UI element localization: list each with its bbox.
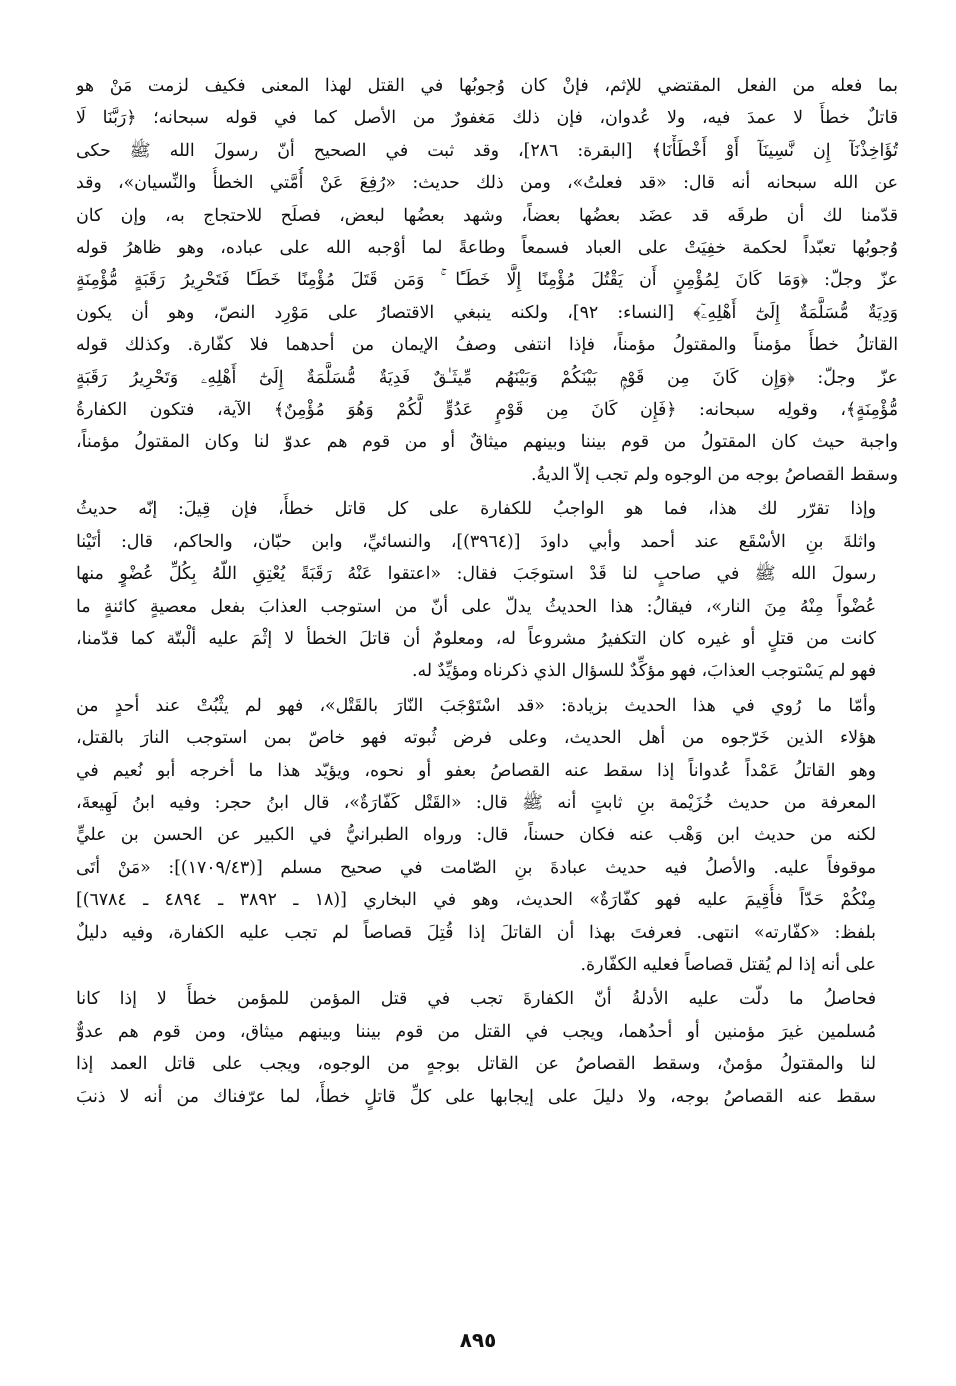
text-line: كانت من قتلٍ أو غيره كان التكفيرُ مشروعاً له، ومعلومٌ أن قاتلَ الخطأ لا إثْمَ عليه ألْبتّة كما قدّمنا، <box>76 628 876 649</box>
text-line: وإذا تقرّر لك هذا، فما هو الواجبُ للكفارة على كل قاتل خطأً، فإن قِيلَ: إنّه حديثُ <box>76 499 876 520</box>
text-line: بلفظ: «كفّارته» انتهى. فعرفتَ بهذا أن القاتلَ إذا قُتِلَ قصاصاً لم تجب عليه الكفارة، وفيه دليلٌ <box>76 922 876 943</box>
text-line: مُّؤْمِنَةٍ﴾، وقولِه سبحانه: ﴿فَإِن كَانَ مِن قَوْمٍ عَدُوٍّ لَّكُمْ وَهُوَ مُؤْمِنٌ﴾ الآية، فتكون الكفارةُ <box>76 400 898 421</box>
paragraph-2 <box>76 493 898 687</box>
text-line: واثلةَ بنِ الأسْقَع عند أحمد وأبي داودَ [(٣٩٦٤)]، والنسائيِّ، وابن حبّان، والحاكم، قال: أتَيْنا <box>76 531 877 552</box>
page-number: ٨٩٥ <box>459 1328 497 1352</box>
text-line: القاتلُ خطأً مؤمناً والمقتولُ مؤمناً، فإذا انتفى وصفُ الإيمان من أحدهما فلا كفّارة. وكذلك قوله <box>76 335 898 356</box>
text-line: سقط عنه القصاصُ بوجه، ولا دليلَ على إيجابها على كلِّ قاتلٍ خطأً، لما عرّفناك من أنه لا ذنبَ <box>76 1086 876 1107</box>
text-line: واجبة حيث كان المقتولُ من قوم بيننا وبينهم ميثاقٌ أو من قوم هم عدوّ لنا وكان المقتولُ مؤمناً، <box>76 432 898 453</box>
text-line: على أنه إذا لم يُقتل قصاصاً فعليه الكفّارة. <box>580 954 876 975</box>
text-line: عزّ وجلّ: ﴿وَإِن كَانَ مِن قَوْمٍۭ بَيْنَكُمْ وَبَيْنَهُم مِّيثَـٰقٌ فَدِيَةٌ مُّسَلَّمَةٌ إِلَىٰٓ أَهْلِهِۦ وَتَحْرِيرُ رَقَبَةٍ <box>76 367 898 388</box>
text-line: وَدِيَةٌ مُّسَلَّمَةٌ إِلَىٰٓ أَهْلِهِۦٓ﴾ [النساء: ٩٢]، ولكنه ينبغي الاقتصارُ على مَوْرِد النصّ، وهو أن يكون <box>76 302 898 323</box>
text-line: هؤلاء الذين خَرّجوه من أهل الحديث، وعلى فرض ثُبوته فهو خاصّ بمن استوجب النارَ بالقتل، <box>76 728 876 749</box>
page-body <box>76 70 898 1113</box>
text-line: وهو القاتلُ عَمْداً عُدواناً إذا سقط عنه القصاصُ بعفو أو نحوه، ويؤيّد هذا ما أخرجه أبو نُعيم في <box>76 760 876 781</box>
text-line: فهو لم يَسْتوجب العذابَ، فهو مؤكِّدٌ للسؤال الذي ذكرناه ومؤيِّدٌ له. <box>411 661 876 682</box>
text-line: قاتلٌ خطأً لا عمدَ فيه، ولا عُدوان، فإن ذلك مَغفورٌ من الأصل كما في قوله سبحانه؛ ﴿رَبَّنَا لَا <box>76 108 898 129</box>
paragraph-4 <box>76 983 898 1113</box>
text-line: لكنه من حديث ابن وَهْب عنه فكان حسناً، قال: ورواه الطبرانيُّ في الكبير عن الحسن بن عليٍّ <box>76 825 876 846</box>
text-line: موقوفاً عليه. والأصلُ فيه حديث عبادةَ بنِ الصّامت في صحيح مسلم [(١٧٠٩/٤٣)]: «مَنْ أتَى <box>76 857 876 878</box>
text-line: عُضْواً مِنْهُ مِنَ النار»، فيقالُ: هذا الحديثُ يدلّ على أنّ من استوجب العذابَ بفعل معصيةٍ كائنةٍ ما <box>76 596 876 617</box>
text-line: قدّمنا لك أن طرقَه قد عضَد بعضُها بعضاً، وشهد بعضُها لبعض، فصلَح للاحتجاج به، وإن كان <box>76 205 898 226</box>
paragraph-3 <box>76 690 898 982</box>
text-line: وأمّا ما رُوي في هذا الحديث بزيادة: «قد اسْتَوْجَبَ النّارَ بالقَتْل»، فهو لم يثْبُتْ عند أحدٍ من <box>76 695 876 716</box>
text-line: لنا والمقتولُ مؤمنٌ، وسقط القصاصُ عن القاتل بوجهٍ من الوجوه، ويجب على قاتل العمد إذا <box>76 1054 876 1075</box>
text-line: بما فعله من الفعل المقتضي للإثم، فإنْ كان وُجوبُها في القتل لهذا المعنى فكيف لزمت مَنْ هو <box>76 76 898 96</box>
text-line: تُؤَاخِذْنَآ إِن نَّسِينَآ أَوْ أَخْطَأْنَا﴾ [البقرة: ٢٨٦]، وقد ثبت في الصحيح أنّ رسولَ الله ﷺ حكى <box>76 140 898 161</box>
text-line: فحاصلُ ما دلّت عليه الأدلةُ أنّ الكفارةَ تجب في قتل المؤمن للمؤمن خطأً لا إذا كانا <box>76 989 876 1010</box>
text-line: رسولَ الله ﷺ في صاحبٍ لنا قَدْ استوجَبَ فقال: «اعتقوا عَنْهُ رَقَبَةً يُعْتِقِ اللّهُ بِكُلِّ عُضْوٍ منها <box>76 564 876 585</box>
paragraph-1 <box>76 70 898 491</box>
text-line: مِنْكُمْ حَدّاً فأُقِيمَ عليه فهو كفّارَةٌ» الحديث، وهو في البخاري [(١٨ ـ ٣٨٩٢ ـ ٤٨٩٤ ـ ٦٧٨٤)] <box>76 890 876 911</box>
text-line: عزّ وجلّ: ﴿وَمَا كَانَ لِمُؤْمِنٍ أَن يَقْتُلَ مُؤْمِنًا إِلَّا خَطَـًٔا ۚ وَمَن قَتَلَ مُؤْمِنًا خَطَـًٔا فَتَحْرِيرُ رَقَبَةٍ مُّؤْمِنَةٍ <box>76 270 898 291</box>
text-line: المعرفة من حديث خُزَيْمة بنِ ثابتٍ أنه ﷺ قال: «القَتْل كَفّارَةٌ»، قال ابنُ حجر: وفيه ابنُ لَهِيعةَ، <box>76 792 876 813</box>
text-line: وسقط القصاصُ بوجه من الوجوه ولم تجب إلاّ الديةُ. <box>530 464 898 485</box>
text-line: وُجوبُها تعبّداً لحكمة خفِيَتْ على العباد فسمعاً وطاعةً لما أوْجبه الله على عباده، وهو ظاهرُ قوله <box>76 238 898 259</box>
text-line: مُسلمين غيرَ مؤمنين أو أحدُهما، ويجب في القتل من قوم بيننا وبينهم ميثاق، ومن قوم هم عدوٌّ <box>76 1021 876 1042</box>
text-line: عن الله سبحانه أنه قال: «قد فعلتُ»، ومن ذلك حديث: «رُفِعَ عَنْ أُمَّتي الخطأُ والنِّسيان»، وقد <box>76 173 898 194</box>
